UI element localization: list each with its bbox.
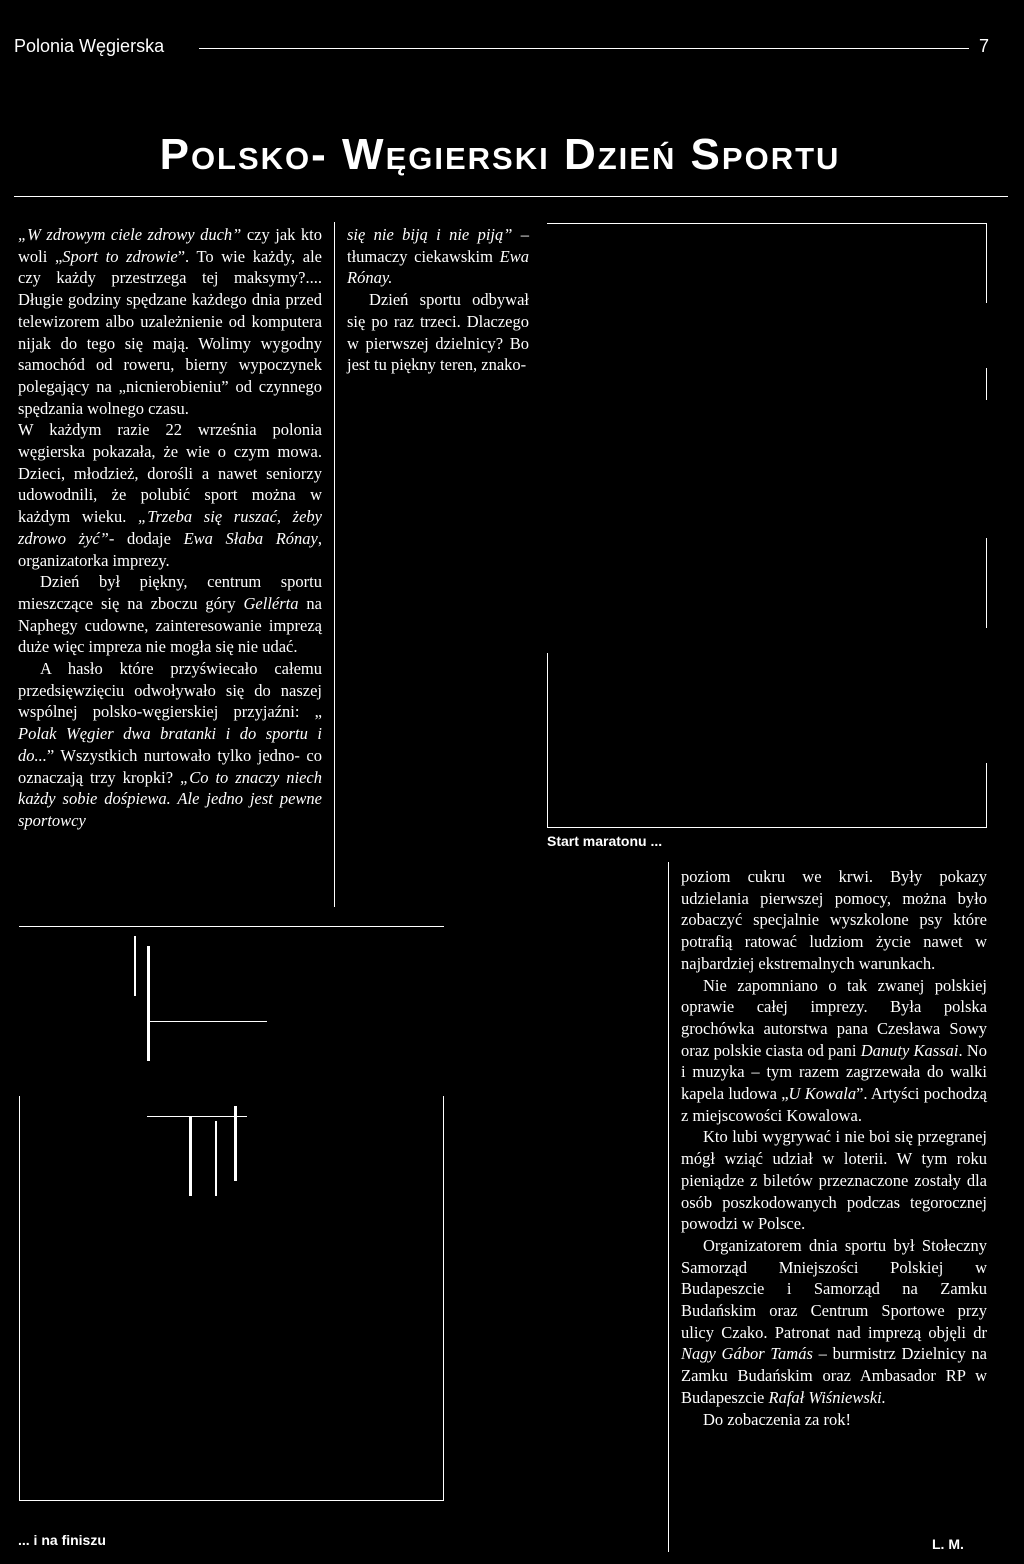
article-title: Polsko- Węgierski Dzień Sportu bbox=[159, 130, 841, 179]
text: ”. Artyści pochodzą z miejscowości Kowalowa. bbox=[681, 1084, 988, 1125]
page-number: 7 bbox=[978, 36, 989, 56]
text: . No i muzyka – tym razem zagrzewała do walki kapela ludowa „ bbox=[681, 1040, 987, 1104]
quote: „Trzeba się ruszać, żeby zdrowo żyć” bbox=[18, 507, 323, 548]
frame-edge bbox=[547, 653, 548, 828]
photo-detail bbox=[147, 1021, 267, 1022]
photo-finish bbox=[18, 925, 445, 1502]
person-name: Ewa Słaba Rónay bbox=[183, 528, 318, 548]
text: ”. To wie każdy, ale czy każdy przestrzega tej maksymy?.... Długie godziny spędzane każdego dnia przed telewizorem albo uzależnienie od komputera nijak do tego się mają. Wolimy wygodny samochód od roweru, bierny wypoczynek polegający na „nicnierobieniu” od czynnego spędzania wolnego czasu. bbox=[18, 246, 322, 418]
text: W każdym razie 22 września polonia węgierska pokazała, że wie o czym mowa. Dzieci, młodzież, dorośli a nawet seniorzy udowodnili, że polubić sport można w każdym wieku. bbox=[18, 420, 322, 527]
text: Dzień był piękny, centrum sportu mieszczące się na zboczu góry bbox=[18, 572, 322, 613]
quote: „Co to znaczy niech każdy sobie dośpiewa. Ale jedno jest pewne sportowcy bbox=[18, 767, 322, 830]
text: - dodaje bbox=[108, 528, 184, 548]
running-header bbox=[14, 36, 999, 60]
paragraph: poziom cukru we krwi. Były pokazy udzielania pierwszej pomocy, można było zobaczyć specjalnie wyszkolone psy które potrafią ratować ludziom życie nawet w najbardziej ekstremalnych warunkach. bbox=[681, 867, 987, 973]
header-rule bbox=[199, 48, 969, 49]
paragraph bbox=[18, 224, 322, 419]
photo-start-maraton bbox=[546, 222, 988, 829]
text: Nie zapomniano o tak zwanej polskiej oprawie całej imprezy. Była polska grochówka autorstwa pana Czesława Sowy oraz polskie ciasta od pani bbox=[681, 975, 987, 1060]
article-column-2 bbox=[347, 224, 529, 376]
text: – burmistrz Dzielnicy na Zamku Budańskim oraz Ambasador RP w Budapeszcie bbox=[681, 1344, 987, 1407]
person-name: Ewa Rónay. bbox=[347, 246, 529, 288]
column-divider bbox=[334, 222, 335, 907]
photo-detail bbox=[134, 936, 136, 996]
person-name: Rafał Wiśniewski. bbox=[768, 1387, 886, 1407]
photo-detail bbox=[215, 1121, 217, 1196]
paragraph: Kto lubi wygrywać i nie boi się przegranej mógł wziąć udział w loterii. W tym roku pieniądze z biletów przeznaczone zostały dla osób poszkodowanych podczas tegorocznej powodzi w Polsce. bbox=[681, 1127, 987, 1234]
publication-name: Polonia Węgierska bbox=[14, 36, 165, 56]
column-divider bbox=[668, 862, 669, 1552]
photo-detail bbox=[147, 1116, 247, 1117]
photo-detail bbox=[234, 1106, 237, 1181]
text: czy jak kto woli „ bbox=[18, 225, 323, 266]
frame-edge bbox=[19, 926, 444, 927]
title-rule bbox=[14, 196, 1008, 197]
text: – tłumaczy ciekawskim bbox=[347, 225, 530, 266]
photo-caption: ... i na finiszu bbox=[18, 1532, 106, 1548]
quote: się nie biją i nie piją” bbox=[347, 225, 513, 244]
paragraph bbox=[347, 224, 529, 289]
person-name: Danuty Kassai bbox=[860, 1040, 959, 1060]
text: , organizatorka imprezy. bbox=[18, 528, 323, 570]
quote: Polak Węgier dwa bratanki i do sportu i do... bbox=[18, 724, 322, 765]
text: A hasło które przyświecało całemu przedsięwzięciu odwoływało się do naszej wspólnej polsko-węgierskiej przyjaźni: „ bbox=[18, 659, 322, 722]
frame-edge bbox=[986, 763, 987, 828]
quote: Sport to zdrowie bbox=[62, 246, 178, 266]
paragraph: Do zobaczenia za rok! bbox=[703, 1409, 851, 1429]
frame-edge bbox=[19, 1500, 444, 1501]
frame-edge bbox=[443, 1096, 444, 1501]
place-name: Gellérta bbox=[243, 593, 299, 613]
photo-detail bbox=[189, 1116, 192, 1196]
quote: „W zdrowym ciele zdrowy duch” bbox=[18, 225, 242, 244]
paragraph bbox=[18, 658, 322, 832]
text: ” Wszystkich nurtowało tylko jedno- co oznaczają trzy kropki? bbox=[18, 745, 322, 787]
paragraph bbox=[18, 571, 322, 658]
text: Organizatorem dnia sportu był Stołeczny Samorząd Mniejszości Polskiej w Budapeszcie i Samorząd na Zamku Budańskim oraz Centrum Sportowe przy ulicy Czako. Patronat nad imprezą objęli dr bbox=[681, 1235, 987, 1342]
author-signature: L. M. bbox=[932, 1536, 964, 1552]
frame-edge bbox=[19, 1096, 20, 1501]
article-column-3 bbox=[681, 866, 987, 1430]
band-name: U Kowala bbox=[788, 1084, 857, 1104]
frame-edge bbox=[547, 223, 987, 224]
frame-edge bbox=[986, 538, 987, 628]
photo-detail bbox=[147, 946, 150, 1061]
photo-caption: Start maratonu ... bbox=[547, 833, 663, 849]
paragraph bbox=[18, 419, 322, 571]
text: na Naphegy cudowne, zainteresowanie imprezą duże więc impreza nie mogła się nie udać. bbox=[18, 593, 322, 657]
paragraph: Dzień sportu odbywał się po raz trzeci. Dlaczego w pierwszej dzielnicy? Bo jest tu piękny teren, znako- bbox=[347, 290, 529, 375]
paragraph bbox=[681, 1235, 987, 1409]
frame-edge bbox=[986, 223, 987, 303]
frame-edge bbox=[547, 827, 987, 828]
person-name: Nagy Gábor Tamás bbox=[681, 1344, 813, 1364]
article-column-1 bbox=[18, 224, 322, 832]
paragraph bbox=[681, 975, 987, 1127]
frame-edge bbox=[986, 368, 987, 400]
